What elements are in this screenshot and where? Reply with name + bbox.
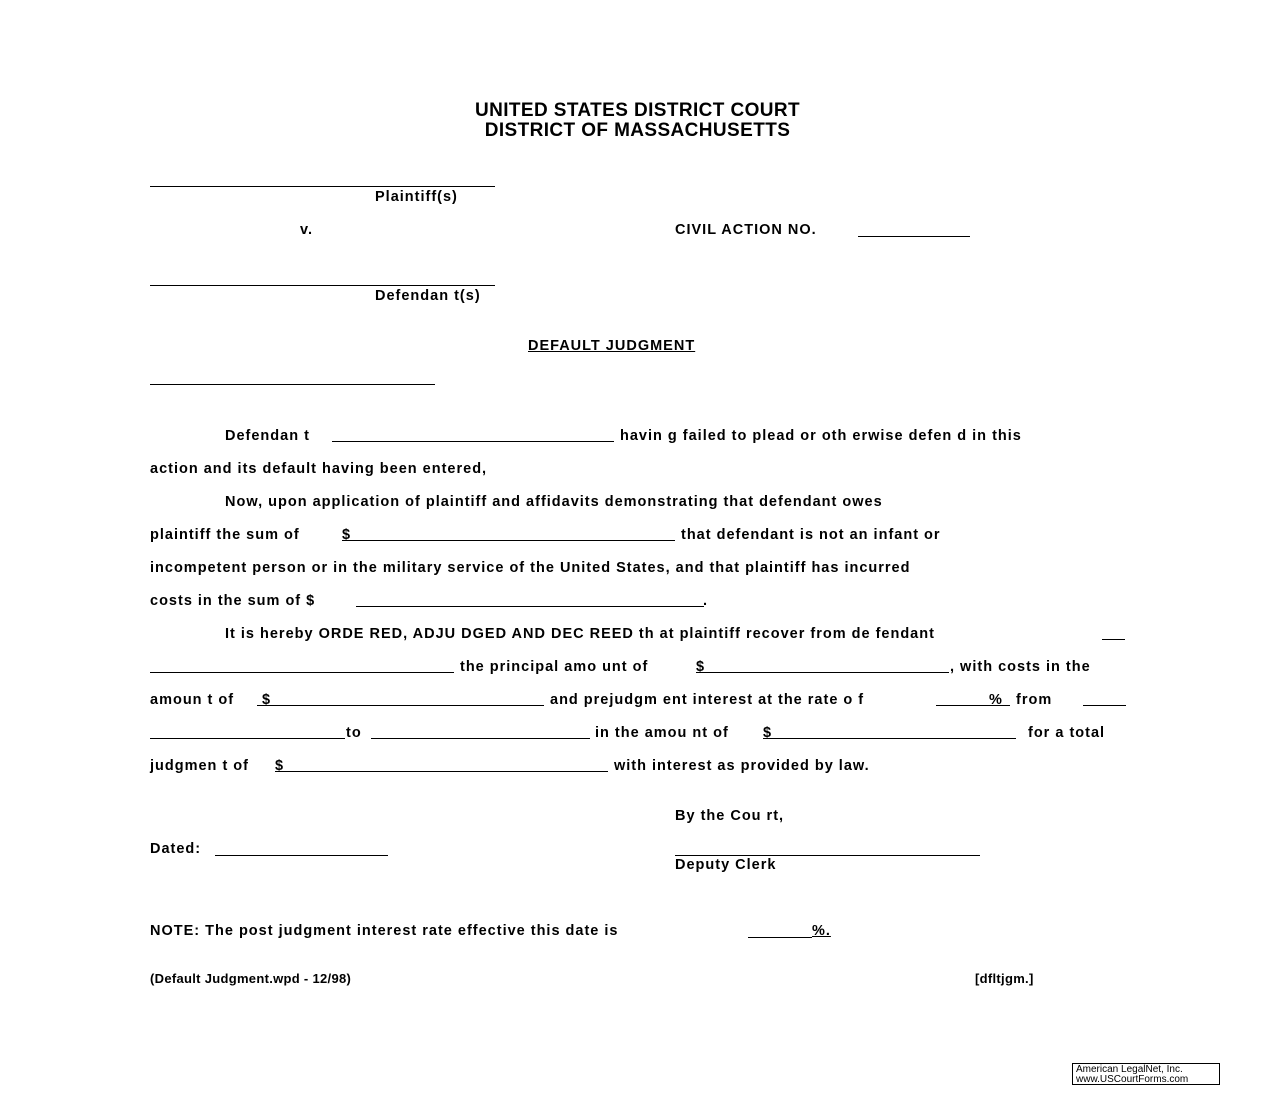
- dated-label: Dated:: [150, 841, 202, 857]
- interest-from-date-blank-start[interactable]: [1083, 705, 1126, 706]
- p1-line-1-tail: havin g failed to plead or oth erwise defen d in this: [620, 428, 1022, 444]
- post-judgment-percent: %.: [812, 923, 831, 939]
- p3-judgment-label: judgmen t of: [150, 758, 249, 774]
- p2-line-1: Now, upon application of plaintiff and affidavits demonstrating that defendant owes: [225, 494, 883, 510]
- dated-blank[interactable]: [215, 855, 388, 856]
- publisher-stamp: [1072, 1063, 1220, 1085]
- publisher-url: www.USCourtForms.com: [1076, 1074, 1189, 1085]
- p3-costs-dollar-sign: $: [262, 692, 272, 708]
- defaulting-defendant-blank[interactable]: [332, 441, 614, 442]
- versus-label: v.: [300, 222, 314, 238]
- recover-from-defendant-blank[interactable]: [150, 672, 454, 673]
- p3-interest-dollar-sign: $: [763, 725, 773, 741]
- p2-line-2-tail: that defendant is not an infant or: [681, 527, 941, 543]
- deputy-clerk-signature-line[interactable]: [675, 855, 980, 856]
- p3-principal-label: the principal amo unt of: [460, 659, 649, 675]
- sum-owed-blank[interactable]: [342, 540, 675, 541]
- p3-principal-dollar-sign: $: [696, 659, 706, 675]
- costs-incurred-blank[interactable]: [356, 606, 704, 607]
- defendant-name-line[interactable]: [150, 285, 495, 286]
- p3-amount-label: amoun t of: [150, 692, 235, 708]
- plaintiff-label: Plaintiff(s): [375, 189, 458, 205]
- footer-form-code: [dfltjgm.]: [975, 971, 1034, 986]
- p3-total-dollar-sign: $: [275, 758, 285, 774]
- civil-action-number-line[interactable]: [858, 236, 970, 237]
- interest-to-date-blank[interactable]: [371, 738, 590, 739]
- post-judgment-note: NOTE: The post judgment interest rate effective this date is: [150, 923, 619, 939]
- p3-interest-tail: with interest as provided by law.: [614, 758, 870, 774]
- p2-dollar-sign: $: [342, 527, 352, 543]
- p3-in-amount-label: in the amou nt of: [595, 725, 729, 741]
- interest-amount-blank[interactable]: [763, 738, 1016, 739]
- p1-line-2: action and its default having been entered,: [150, 461, 488, 477]
- costs-amount-blank[interactable]: [257, 705, 544, 706]
- p2-period: .: [703, 593, 709, 609]
- court-district: DISTRICT OF MASSACHUSETTS: [484, 120, 791, 141]
- p3-percent-sign: %: [989, 692, 1003, 708]
- interest-from-date-blank[interactable]: [150, 738, 345, 739]
- by-the-court-label: By the Cou rt,: [675, 808, 785, 824]
- footer-form-id: (Default Judgment.wpd - 12/98): [150, 971, 352, 986]
- p3-to-label: to: [346, 725, 362, 741]
- defendant-label: Defendan t(s): [375, 288, 481, 304]
- p3-line-1: It is hereby ORDE RED, ADJU DGED AND DEC REED th at plaintiff recover from de fendant: [225, 626, 935, 642]
- title-divider-line: [150, 384, 435, 385]
- p2-sum-label: plaintiff the sum of: [150, 527, 300, 543]
- p2-costs-label: costs in the sum of $: [150, 593, 316, 609]
- total-judgment-blank[interactable]: [275, 771, 608, 772]
- p2-line-3: incompetent person or in the military service of the United States, and that plaintiff has incurred: [150, 560, 911, 576]
- publisher-name: American LegalNet, Inc.: [1076, 1064, 1183, 1075]
- principal-amount-blank[interactable]: [696, 672, 949, 673]
- p3-total-label: for a total: [1028, 725, 1106, 741]
- recover-from-defendant-blank-start[interactable]: [1102, 639, 1125, 640]
- plaintiff-name-line[interactable]: [150, 186, 495, 187]
- p3-prejudgment-label: and prejudgm ent interest at the rate o f: [550, 692, 865, 708]
- civil-action-label: CIVIL ACTION NO.: [675, 222, 817, 238]
- p1-defendant-label: Defendan t: [225, 428, 310, 444]
- post-judgment-rate-blank[interactable]: [748, 937, 812, 938]
- p3-from-label: from: [1016, 692, 1053, 708]
- p3-costs-tail: , with costs in the: [950, 659, 1091, 675]
- document-title: DEFAULT JUDGMENT: [528, 338, 696, 354]
- court-name: UNITED STATES DISTRICT COURT: [474, 100, 801, 121]
- deputy-clerk-label: Deputy Clerk: [675, 857, 777, 873]
